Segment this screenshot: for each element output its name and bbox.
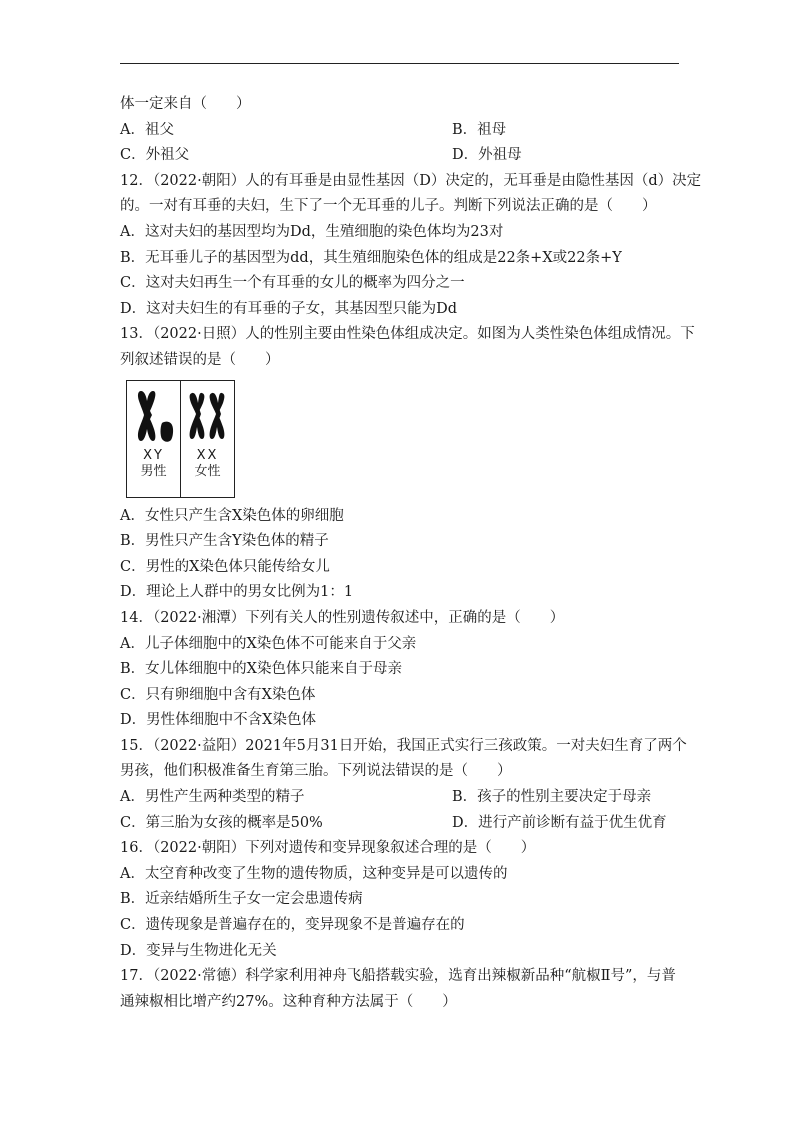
xx-chromosome-icon bbox=[186, 389, 230, 443]
option-a: A．这对夫妇的基因型均为Dd，生殖细胞的染色体均为23对 bbox=[120, 223, 504, 240]
option-a: A．太空育种改变了生物的遗传物质，这种变异是可以遗传的 bbox=[120, 865, 508, 882]
sex-chromosome-figure bbox=[126, 380, 235, 498]
question-13-stem-line-1: 13．（2022·日照）人的性别主要由性染色体组成决定。如图为人类性染色体组成情况。下 bbox=[120, 326, 695, 343]
option-b: B．祖母 bbox=[452, 121, 507, 138]
female-chromosome-panel bbox=[180, 381, 234, 497]
option-b: B．近亲结婚所生子女一定会患遗传病 bbox=[120, 891, 363, 908]
option-a: A．儿子体细胞中的X染色体不可能来自于父亲 bbox=[120, 635, 417, 652]
option-c: C．这对夫妇再生一个有耳垂的女儿的概率为四分之一 bbox=[120, 275, 465, 292]
female-chromosome-label: XX bbox=[196, 447, 219, 463]
female-label: 女性 bbox=[194, 463, 221, 479]
header-rule bbox=[120, 63, 679, 64]
option-d: D．理论上人群中的男女比例为1：1 bbox=[120, 584, 354, 601]
question-11-options-row-1 bbox=[120, 118, 680, 144]
question-15-stem-line-2: 男孩，他们积极准备生育第三胎。下列说法错误的是（ ） bbox=[120, 763, 512, 780]
xy-chromosome-icon bbox=[132, 389, 176, 443]
option-b: B．孩子的性别主要决定于母亲 bbox=[452, 789, 652, 806]
question-14-stem: 14．（2022·湘潭）下列有关人的性别遗传叙述中，正确的是（ ） bbox=[120, 609, 565, 626]
option-d: D．这对夫妇生的有耳垂的子女，其基因型只能为Dd bbox=[120, 300, 458, 317]
option-a: A．女性只产生含X染色体的卵细胞 bbox=[120, 507, 344, 524]
option-a: A．男性产生两种类型的精子 bbox=[120, 789, 305, 806]
question-15-stem-line-1: 15．（2022·益阳）2021年5月31日开始，我国正式实行三孩政策。一对夫妇生育了两个 bbox=[120, 737, 687, 754]
question-12-stem-line-1: 12．（2022·朝阳）人的有耳垂是由显性基因（D）决定的，无耳垂是由隐性基因（d）决定 bbox=[120, 172, 702, 189]
question-12-stem-line-2: 的。一对有耳垂的夫妇，生下了一个无耳垂的儿子。判断下列说法正确的是（ ） bbox=[120, 198, 657, 215]
option-d: D．男性体细胞中不含X染色体 bbox=[120, 712, 316, 729]
question-15-options-row-1 bbox=[120, 785, 680, 811]
option-a: A．祖父 bbox=[120, 121, 174, 138]
question-17-stem-line-1: 17．（2022·常德）科学家利用神舟飞船搭载实验，选育出辣椒新品种“航椒Ⅱ号”，与普 bbox=[120, 968, 676, 985]
option-c: C．只有卵细胞中含有X染色体 bbox=[120, 686, 316, 703]
question-15-options-row-2 bbox=[120, 811, 680, 837]
option-c: C．男性的X染色体只能传给女儿 bbox=[120, 558, 330, 575]
male-chromosome-label: XY bbox=[143, 447, 164, 463]
question-16-stem: 16．（2022·朝阳）下列对遗传和变异现象叙述合理的是（ ） bbox=[120, 840, 536, 857]
question-17-stem-line-2: 通辣椒相比增产约27%。这种育种方法属于（ ） bbox=[120, 993, 457, 1010]
question-11-stem-tail: 体一定来自（ ） bbox=[120, 96, 251, 112]
question-13-stem-line-2: 列叙述错误的是（ ） bbox=[120, 351, 280, 368]
option-c: C．第三胎为女孩的概率是50% bbox=[120, 814, 323, 831]
male-label: 男性 bbox=[140, 463, 167, 479]
option-b: B．女儿体细胞中的X染色体只能来自于母亲 bbox=[120, 661, 402, 678]
page-content bbox=[120, 92, 702, 1015]
option-d: D．外祖母 bbox=[452, 147, 522, 164]
option-d: D．进行产前诊断有益于优生优育 bbox=[452, 814, 667, 831]
option-b: B．无耳垂儿子的基因型为dd，其生殖细胞染色体的组成是22条+X或22条+Y bbox=[120, 249, 622, 266]
option-c: C．遗传现象是普遍存在的，变异现象不是普遍存在的 bbox=[120, 917, 465, 934]
male-chromosome-panel bbox=[127, 381, 180, 497]
option-b: B．男性只产生含Y染色体的精子 bbox=[120, 533, 329, 550]
option-c: C．外祖父 bbox=[120, 147, 190, 164]
option-d: D．变异与生物进化无关 bbox=[120, 942, 277, 959]
question-11-options-row-2 bbox=[120, 143, 680, 169]
